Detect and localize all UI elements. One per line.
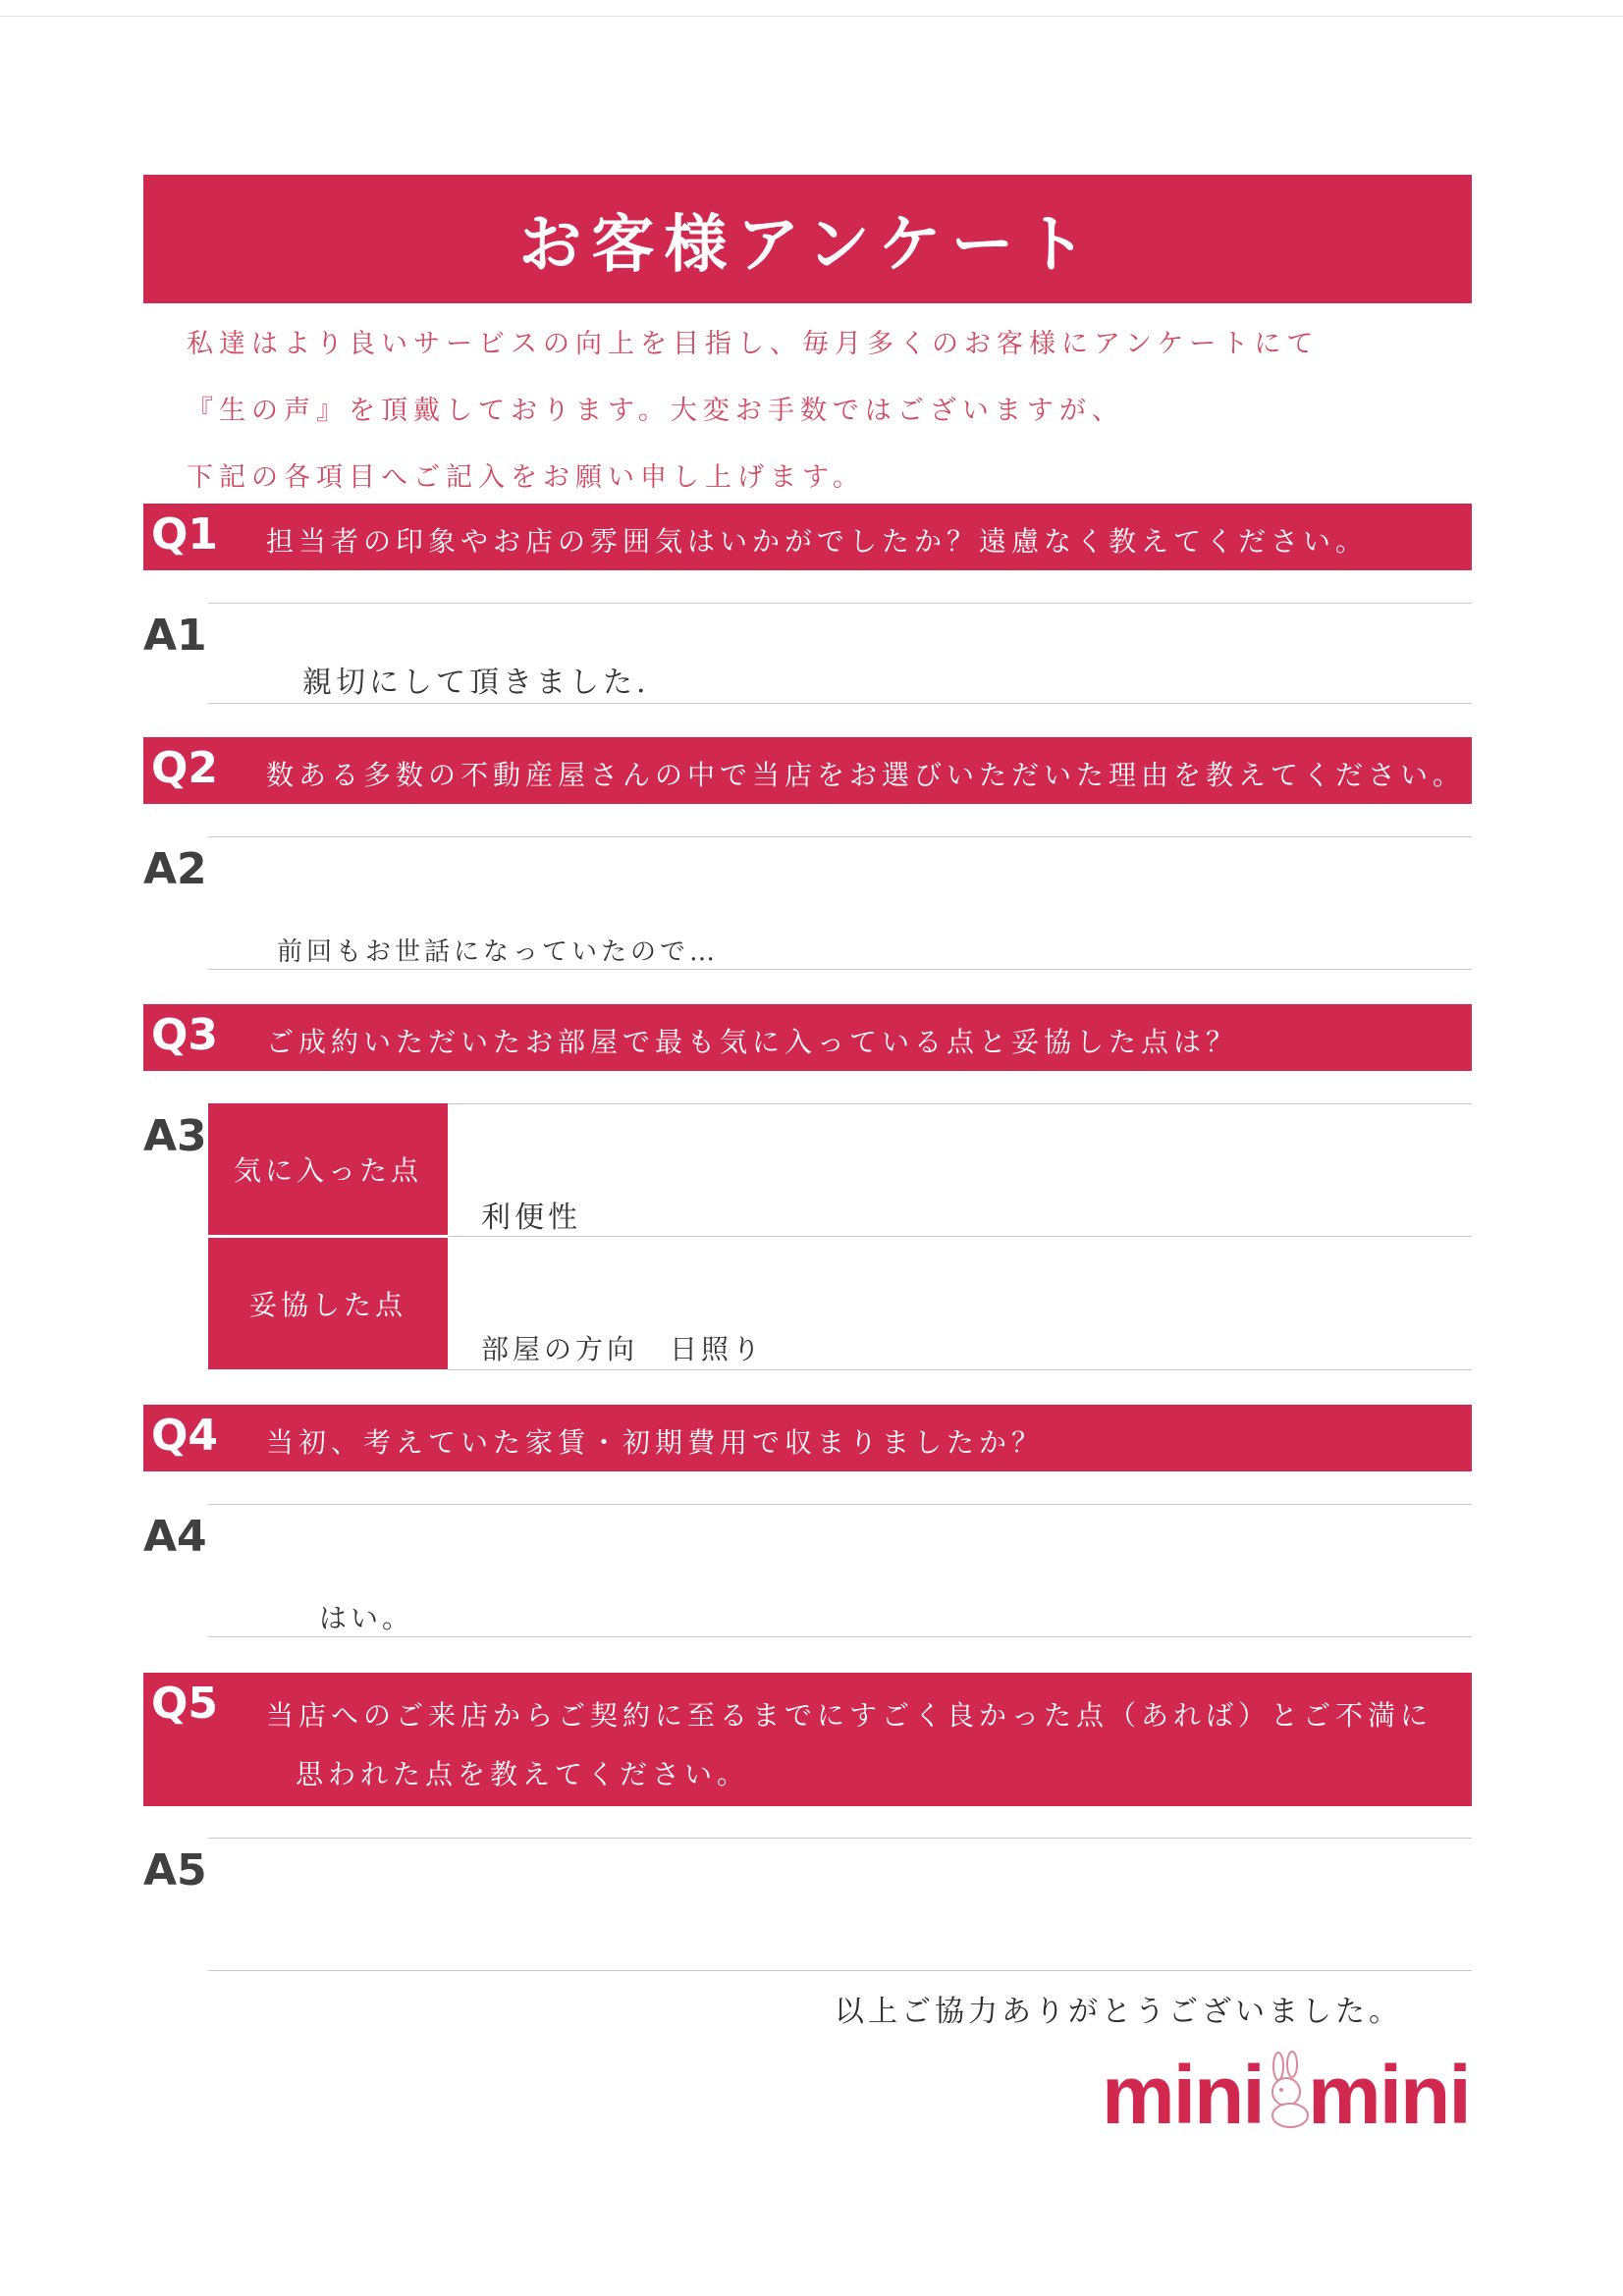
liked-point-label: [208, 1103, 448, 1235]
question-number: Q3: [151, 1010, 219, 1060]
question-text: 当初、考えていた家賃・初期費用で収まりましたか？: [266, 1426, 1045, 1459]
intro-line-3: 下記の各項目へご記入をお願い申し上げます。: [187, 462, 865, 493]
page-title: お客様アンケート: [518, 208, 1097, 282]
minimini-logo: [1100, 2047, 1473, 2135]
question-4-bar: [143, 1405, 1472, 1471]
liked-point-answer: 利便性: [481, 1201, 581, 1235]
answer-label: A3: [143, 1111, 207, 1161]
question-3-bar: [143, 1004, 1472, 1071]
title-banner: [143, 175, 1472, 303]
answer-3-mid-rule: [448, 1236, 1472, 1237]
answer-2-text: 前回もお世話になっていたので…: [277, 937, 720, 967]
question-text: ご成約いただいたお部屋で最も気に入っている点と妥協した点は？: [266, 1026, 1239, 1058]
answer-label: A2: [143, 844, 207, 894]
question-1-bar: [143, 504, 1472, 570]
answer-label: A4: [143, 1512, 207, 1562]
question-number: Q4: [151, 1411, 219, 1461]
closing-message: 以上ご協力ありがとうございました。: [835, 1995, 1402, 2029]
rabbit-icon: [1272, 2052, 1308, 2127]
answer-3-top-rule: [448, 1103, 1472, 1104]
question-number: Q5: [151, 1679, 219, 1729]
question-number: Q1: [151, 509, 219, 560]
answer-4-text: はい。: [319, 1602, 414, 1634]
answer-3-bottom-rule: [448, 1369, 1472, 1370]
answer-1-text: 親切にして頂きました.: [302, 666, 650, 700]
question-2-bar: [143, 737, 1472, 804]
compromised-point-label: [208, 1238, 448, 1369]
answer-5-box[interactable]: [208, 1838, 1472, 1971]
answer-label: A1: [143, 611, 207, 661]
question-text: 数ある多数の不動産屋さんの中で当店をお選びいただいた理由を教えてください。: [266, 759, 1466, 791]
question-number: Q2: [151, 743, 219, 793]
question-text: 担当者の印象やお店の雰囲気はいかがでしたか？遠慮なく教えてください。: [266, 525, 1369, 558]
page-top-rule: [0, 16, 1623, 17]
intro-line-2: 『生の声』を頂戴しております。大変お手数ではございますが、: [187, 396, 1124, 426]
answer-label: A5: [143, 1845, 207, 1896]
logo-left-word: mini: [1102, 2049, 1264, 2135]
liked-point-label-text: 気に入った点: [233, 1154, 422, 1187]
question-text: 当店へのご来店からご契約に至るまでにすごく良かった点（あれば）とご不満に: [266, 1699, 1434, 1732]
intro-line-1: 私達はより良いサービスの向上を目指し、毎月多くのお客様にアンケートにて: [187, 329, 1320, 359]
question-text-line-2: 思われた点を教えてください。: [296, 1758, 750, 1790]
question-5-bar: [143, 1673, 1472, 1806]
compromised-point-label-text: 妥協した点: [248, 1289, 406, 1321]
compromised-point-answer: 部屋の方向 日照り: [481, 1333, 765, 1365]
logo-right-word: mini: [1308, 2049, 1470, 2135]
